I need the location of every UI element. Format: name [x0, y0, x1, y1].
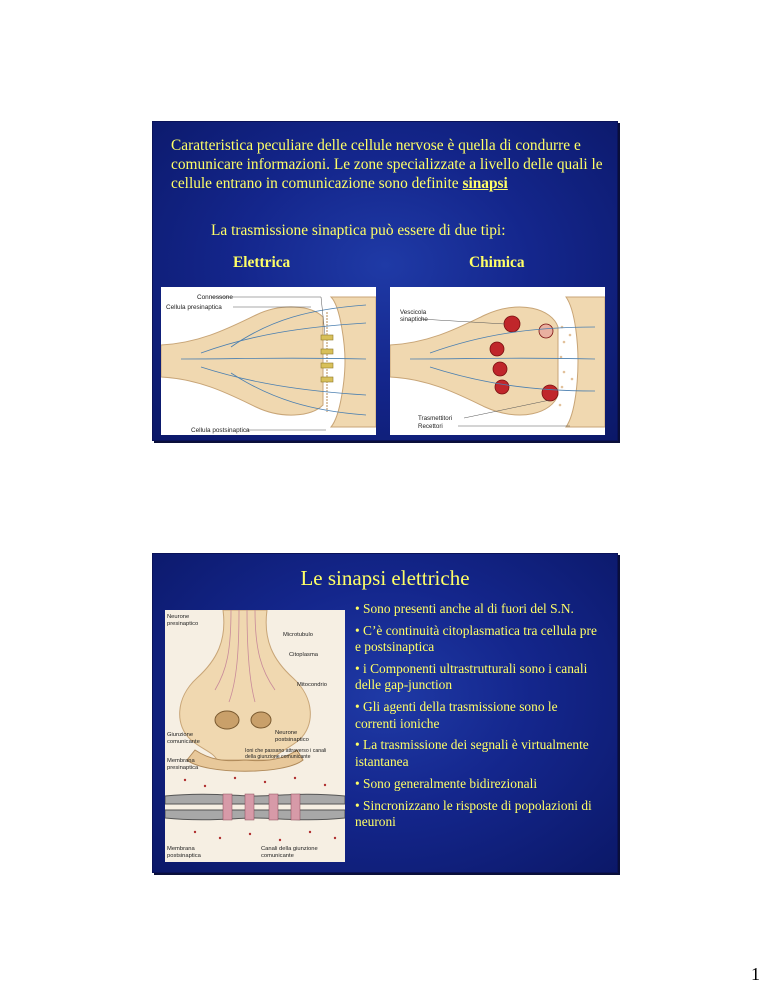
- neurone-post-label-1: Neurone: [275, 730, 298, 736]
- membrana-post-label-1: Membrana: [167, 846, 195, 852]
- neurone-pre-label-1: Neurone: [167, 614, 190, 620]
- canali-label-2: comunicante: [261, 853, 294, 859]
- bullet-item: • Gli agenti della trasmissione sono le correnti ioniche: [355, 699, 558, 731]
- slide-chemical-electrical-synapses: [152, 121, 618, 441]
- canali-label-1: Canali della giunzione: [261, 846, 318, 852]
- presinaptica-label: Cellula presinaptica: [166, 304, 222, 311]
- gap-junction-figure: [165, 610, 345, 862]
- vescicola-label: Vescicola: [400, 309, 427, 316]
- giunzione-label-2: comunicante: [167, 739, 200, 745]
- membrana-pre-label-2: presinaptica: [167, 765, 199, 771]
- label-chemical: Chimica: [469, 254, 525, 271]
- chemical-synapse-figure: [390, 287, 605, 435]
- giunzione-label-1: Giunzione: [167, 732, 194, 738]
- membrana-pre-label-1: Membrana: [167, 758, 195, 764]
- slide-title: Le sinapsi elettriche: [300, 566, 470, 590]
- membrana-post-label-2: postsinaptica: [167, 853, 201, 859]
- microtubulo-label: Microtubulo: [283, 632, 313, 638]
- trasmettitori-label: Trasmettitori: [418, 415, 453, 422]
- connessone-label: Connessone: [197, 294, 233, 301]
- postsinaptica-label: Cellula postsinaptica: [191, 427, 250, 434]
- ioni-label-1: Ioni che passano attraverso i canali: [245, 748, 327, 754]
- bullet-item: • i Componenti ultrastrutturali sono i canali delle gap-junction: [355, 661, 588, 693]
- intro-paragraph: [171, 136, 607, 193]
- bullet-item: • Sono presenti anche al di fuori del S.N.: [355, 601, 574, 616]
- neurone-post-label-2: postsinaptico: [275, 737, 309, 743]
- sinaptiche-label: sinaptiche: [400, 316, 428, 323]
- bullet-item: • La trasmissione dei segnali è virtualmente istantanea: [355, 737, 589, 769]
- bullet-item: • C’è continuità citoplasmatica tra cellula pre e postsinaptica: [355, 622, 597, 655]
- slide-electrical-synapses: [152, 553, 618, 873]
- bullet-item: • Sono generalmente bidirezionali: [355, 775, 538, 791]
- intro-text: Caratteristica peculiare delle cellule nervose è quella di condurre e comunicare informazioni. Le zone specializzate a livello delle quali le cellule entrano in comunicazione sono definite: [171, 137, 603, 192]
- electric-synapse-bullets: [355, 601, 599, 836]
- mitocondrio-label: Mitocondrio: [297, 682, 327, 688]
- synapse-types-subtitle: La trasmissione sinaptica può essere di due tipi:: [211, 222, 506, 239]
- sinapsi-keyword: sinapsi: [462, 175, 508, 192]
- recettori-label: Recettori: [418, 423, 443, 430]
- label-electric: Elettrica: [233, 254, 291, 271]
- bullet-item: • Sincronizzano le risposte di popolazioni di neuroni: [355, 797, 592, 829]
- electric-synapse-figure: [161, 287, 376, 435]
- ioni-label-2: della giunzione comunicante: [245, 754, 311, 760]
- citoplasma-label: Citoplasma: [289, 652, 318, 658]
- page-number: 1: [751, 964, 760, 984]
- neurone-pre-label-2: presinaptico: [167, 621, 199, 627]
